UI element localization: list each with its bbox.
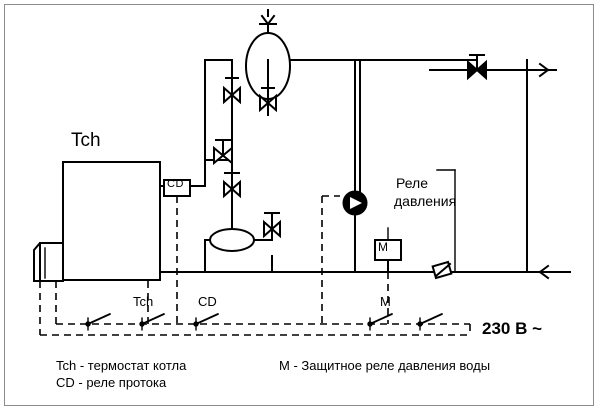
label-pressure-relay-line1: Реле (396, 175, 428, 191)
label-pressure-relay-box: M (378, 240, 388, 254)
switch-blade-tch (142, 314, 164, 324)
label-switch-tch: Tch (133, 294, 154, 309)
label-flow-relay-box: CD (167, 178, 184, 190)
boiler-body (63, 162, 160, 280)
label-boiler-thermostat: Tch (71, 130, 101, 151)
vessel-vent-arrow (262, 16, 274, 24)
switch-blade-cd (196, 314, 218, 324)
switch-blade-4 (420, 314, 442, 324)
legend-item-cd: CD - реле протока (56, 375, 167, 390)
label-switch-cd: CD (198, 294, 217, 309)
radiator-symbol (210, 229, 254, 251)
loop-left-leg (205, 240, 210, 272)
switch-blade-1 (88, 314, 110, 324)
label-pressure-relay-line2: давления (394, 193, 457, 209)
label-switch-m: M (380, 294, 391, 309)
boiler-burner (34, 243, 63, 281)
label-voltage: 230 В ~ (482, 319, 543, 338)
legend-item-tch: Tch - термостат котла (56, 358, 187, 373)
flow-pipe-up (160, 60, 232, 186)
legend-item-m: M - Защитное реле давления воды (279, 358, 491, 373)
